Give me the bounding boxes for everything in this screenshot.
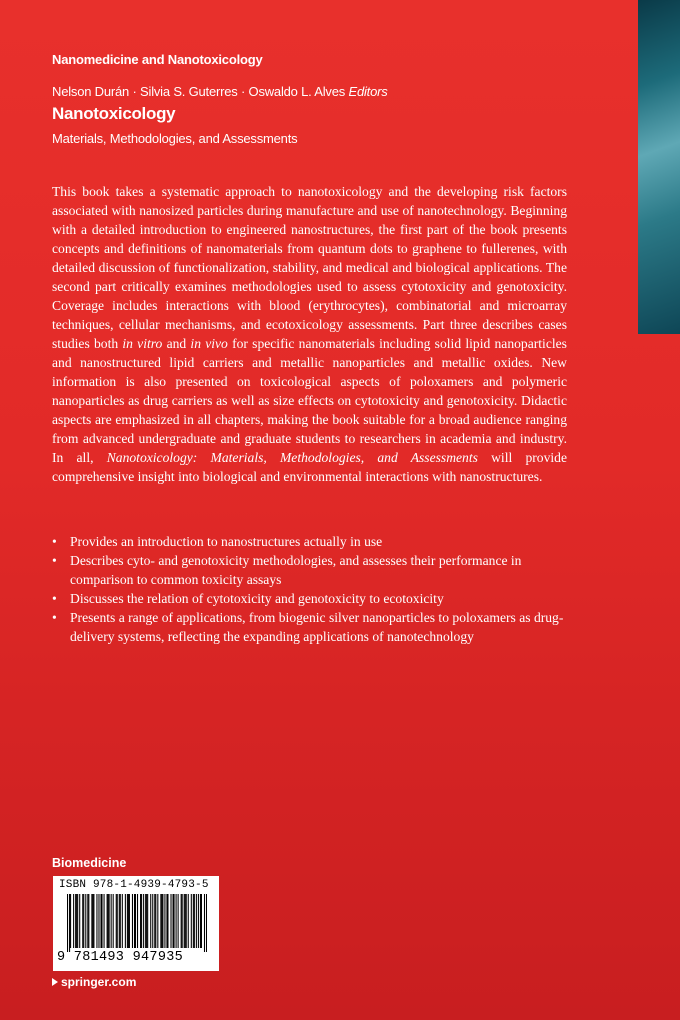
ean-digits: 9 781493 947935 [57,950,184,965]
barcode-bar [182,894,183,948]
barcode-bar [166,894,167,948]
barcode-bar [198,894,199,948]
barcode-bar [117,894,118,948]
barcode-bar [108,894,109,948]
barcode-bar [164,894,165,948]
barcode-bar [141,894,142,948]
barcode-bar [174,894,175,948]
barcode-bar [107,894,108,948]
barcode-bar [140,894,141,948]
barcode-bar [155,894,156,948]
barcode-bar [93,894,94,948]
barcode-bar [161,894,162,948]
barcode-bar [96,894,97,948]
barcode-bar [152,894,153,948]
barcode-bar [186,894,187,948]
barcode-bar [178,894,179,948]
editors-line [52,84,388,99]
barcode-bar [77,894,78,948]
barcode-bar [104,894,105,948]
barcode-bar [181,894,182,948]
book-subtitle: Materials, Methodologies, and Assessments [52,131,298,146]
feature-list [52,532,582,646]
barcode-bar [143,894,144,948]
barcode-bar [82,894,83,948]
barcode-bar [173,894,174,948]
book-title: Nanotoxicology [52,104,176,123]
barcode-bar [185,894,186,948]
barcode-bar [137,894,138,948]
description-part-3: will provide comprehensive insight into biological and environmental interactions with nanostructures. [52,450,567,484]
barcode-bar [146,894,147,948]
barcode-bar [204,894,205,952]
barcode-bar [88,894,89,948]
barcode-bar [125,894,126,948]
editor-names: Nelson Durán · Silvia S. Guterres · Oswaldo L. Alves [52,84,346,99]
isbn-label: ISBN 978-1-4939-4793-5 [59,879,209,891]
barcode-bar [132,894,133,948]
description-part-2: for specific nanomaterials including solid lipid nanoparticles and nanostructured lipid carriers and metallic nanoparticles and metallic oxides. New information is also presented on toxicological aspects of poloxamers and polymeric nanoparticles as drug carriers as well as size effects on cytotoxicity and genotoxicity. Didactic aspects are emphasized in all chapters, making the book suitable for a broad audience ranging from advanced undergraduate and graduate students to researchers in academia and industry. In all, [52,336,567,465]
barcode-bar [127,894,128,948]
barcode-bars [67,894,207,952]
barcode-bar [150,894,151,948]
feature-item: • Discusses the relation of cytotoxicity and genotoxicity to ecotoxicity [52,589,582,608]
barcode-bar [201,894,202,948]
in-vitro-term: in vitro [122,336,163,351]
feature-item: • Presents a range of applications, from biogenic silver nanoparticles to poloxamers as drug-delivery systems, reflecting the expanding applications of nanotechnology [52,608,582,646]
barcode-bar [194,894,195,948]
barcode-bar [188,894,189,948]
barcode-bar [87,894,88,948]
barcode-bar [191,894,192,948]
barcode-bar [147,894,148,948]
website-label: springer.com [61,975,137,989]
barcode-bar [193,894,194,948]
barcode-bar [128,894,129,948]
barcode-bar [200,894,201,948]
description-and: and [162,336,191,351]
barcode-bar [129,894,130,948]
barcode-bar [79,894,80,948]
barcode-bar [184,894,185,948]
barcode-bar [160,894,161,948]
barcode-bar [91,894,92,948]
barcode-bar [206,894,207,952]
barcode-bar [116,894,117,948]
barcode-bar [122,894,123,948]
barcode-box [53,876,219,971]
subject-category: Biomedicine [52,856,127,870]
barcode-bar [176,894,177,948]
series-title: Nanomedicine and Nanotoxicology [52,52,263,67]
barcode-bar [73,894,74,948]
barcode-bar [196,894,197,948]
barcode-bar [170,894,171,948]
description-part-1: This book takes a systematic approach to nanotoxicology and the developing risk factors associated with nanosized particles during manufacture and use of nanotechnology. Beginning with a detailed introduction to engineered nanostructures, the first part of the book presents concepts and definitions of nanomaterials from quantum dots to graphene to fullerenes, with detailed discussion of functionalization, stability, and medical and biological applications. The second part critically examines methodologies used to assess cytotoxicity and genotoxicity. Coverage includes interactions with blood (erythrocytes), combinatorial and microarray techniques, cellular mechanisms, and ecotoxicology assessments. Part three describes cases studies both [52,184,567,351]
barcode-bar [145,894,146,948]
barcode-bar [83,894,84,948]
feature-item: • Provides an introduction to nanostructures actually in use [52,532,582,551]
barcode-bar [69,894,70,952]
barcode-bar [113,894,114,948]
barcode-bar [98,894,99,948]
barcode-bar [111,894,112,948]
barcode-bar [100,894,101,948]
barcode-bar [135,894,136,948]
publisher-website [52,975,136,989]
barcode-bar [101,894,102,948]
barcode-bar [157,894,158,948]
barcode-bar [92,894,93,948]
barcode-bar [85,894,86,948]
barcode-bar [119,894,120,948]
cover-image-strip [638,0,680,334]
in-vivo-term: in vivo [190,336,228,351]
book-description [52,182,567,486]
editors-label: Editors [348,84,388,99]
barcode-bar [75,894,76,948]
barcode-bar [70,894,71,948]
barcode-bar [134,894,135,948]
barcode-bar [120,894,121,948]
barcode-bar [167,894,168,948]
barcode-bar [162,894,163,948]
barcode-bar [154,894,155,948]
barcode-bar [76,894,77,948]
arrow-right-icon [52,978,58,986]
barcode-bar [67,894,68,952]
barcode-bar [109,894,110,948]
feature-item: • Describes cyto- and genotoxicity methodologies, and assesses their performance in comparison to common toxicity assays [52,551,582,589]
book-title-reference: Nanotoxicology: Materials, Methodologies, and Assessments [106,450,478,465]
